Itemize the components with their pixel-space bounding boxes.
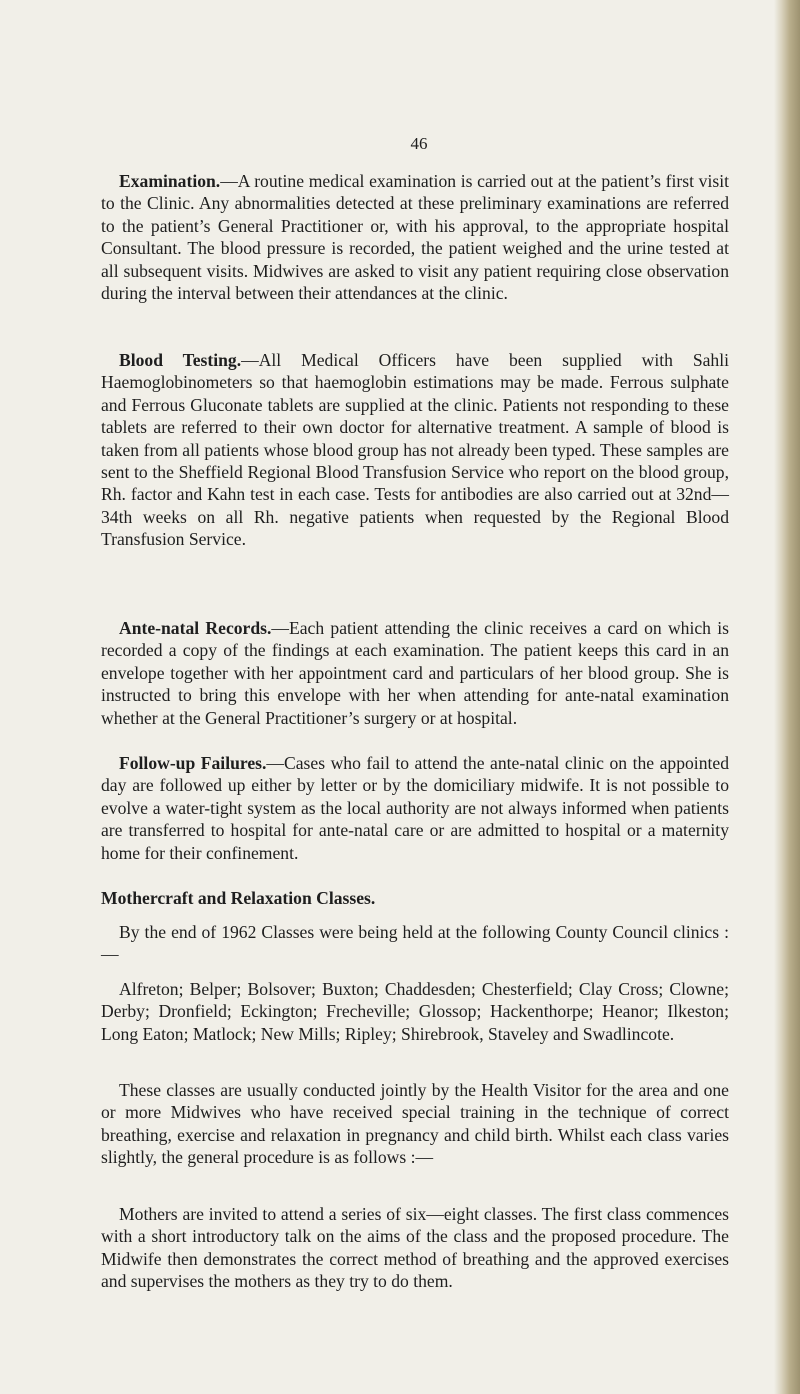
section-mothercraft-para1 bbox=[101, 921, 729, 966]
paragraph-blood-testing bbox=[101, 349, 729, 551]
section-antenatal-records bbox=[101, 617, 729, 729]
paragraph-clinic-list: Alfreton; Belper; Bolsover; Buxton; Chaddesden; Chesterfield; Clay Cross; Clowne; Derby; Dronfield; Eckington; Frecheville; Glossop; Hackenthorpe; Heanor; Ilkeston; Long Eaton; Matlock; New Mills; Ripley; Shirebrook, Staveley and Swadlincote. bbox=[101, 979, 729, 1044]
body-blood-testing: —All Medical Officers have been supplied with Sahli Haemoglobinometers so that haemoglobin estimations may be made. Ferrous sulphate and Ferrous Gluconate tablets are supplied at the clinic. Patients not responding to these tablets are referred to their own doctor for alternative treatment. A sample of blood is taken from all patients whose blood group has not already been typed. These samples are sent to the Sheffield Regional Blood Transfusion Service who report on the blood group, Rh. factor and Kahn test in each case. Tests for antibodies are also carried out at 32nd—34th weeks on all Rh. negative patients when requested by the Regional Blood Transfusion Service. bbox=[101, 350, 729, 550]
page-number: 46 bbox=[410, 134, 428, 153]
section-title-mothercraft: Mothercraft and Relaxation Classes. bbox=[101, 888, 376, 908]
body-antenatal-records: —Each patient attending the clinic receives a card on which is recorded a copy of the findings at each examination. The patient keeps this card in an envelope together with her appointment card and particulars of her blood group. She is instructed to bring this envelope with her when attending for ante-natal examination whether at the General Practitioner’s surgery or at hospital. bbox=[101, 618, 729, 728]
paragraph-followup-failures bbox=[101, 752, 729, 864]
heading-antenatal-records: Ante-natal Records. bbox=[119, 618, 272, 638]
paragraph-antenatal-records bbox=[101, 617, 729, 729]
page-edge-shadow bbox=[774, 0, 800, 1394]
paragraph-examination bbox=[101, 170, 729, 304]
section-examination bbox=[101, 170, 729, 304]
section-blood-testing bbox=[101, 349, 729, 551]
body-examination: —A routine medical examination is carried out at the patient’s first visit to the Clinic. Any abnormalities detected at these preliminary examinations are referred to the patient’s General Practitioner or, with his approval, to the appropriate hospital Consultant. The blood pressure is recorded, the patient weighed and the urine tested at all subsequent visits. Midwives are asked to visit any patient requiring close observation during the interval between their attendances at the clinic. bbox=[101, 171, 729, 304]
heading-blood-testing: Blood Testing. bbox=[119, 350, 242, 370]
heading-followup-failures: Follow-up Failures. bbox=[119, 753, 267, 773]
body-followup-failures: —Cases who fail to attend the ante-natal clinic on the appointed day are followed up either by letter or by the domiciliary midwife. It is not possible to evolve a water-tight system as the local authority are not always informed when patients are transferred to hospital for ante-natal care or are admitted to hospital or a maternity home for their confinement. bbox=[101, 753, 729, 863]
heading-examination: Examination. bbox=[119, 171, 221, 191]
section-mothercraft-para4 bbox=[101, 1203, 729, 1293]
paragraph-mothercraft-4: Mothers are invited to attend a series of six—eight classes. The first class commences with a short introductory talk on the aims of the class and the proposed procedure. The Midwife then demonstrates the correct method of breathing and the approved exercises and supervises the mothers as they try to do them. bbox=[101, 1204, 729, 1292]
section-mothercraft-para3 bbox=[101, 1079, 729, 1169]
paragraph-mothercraft-1: By the end of 1962 Classes were being held at the following County Council clinics :— bbox=[101, 922, 729, 965]
section-mothercraft-para2 bbox=[101, 978, 729, 1045]
paragraph-mothercraft-3: These classes are usually conducted jointly by the Health Visitor for the area and one or more Midwives who have received special training in the technique of correct breathing, exercise and relaxation in pregnancy and child birth. Whilst each class varies slightly, the general procedure is as follows :— bbox=[101, 1080, 729, 1168]
section-followup-failures bbox=[101, 752, 729, 864]
